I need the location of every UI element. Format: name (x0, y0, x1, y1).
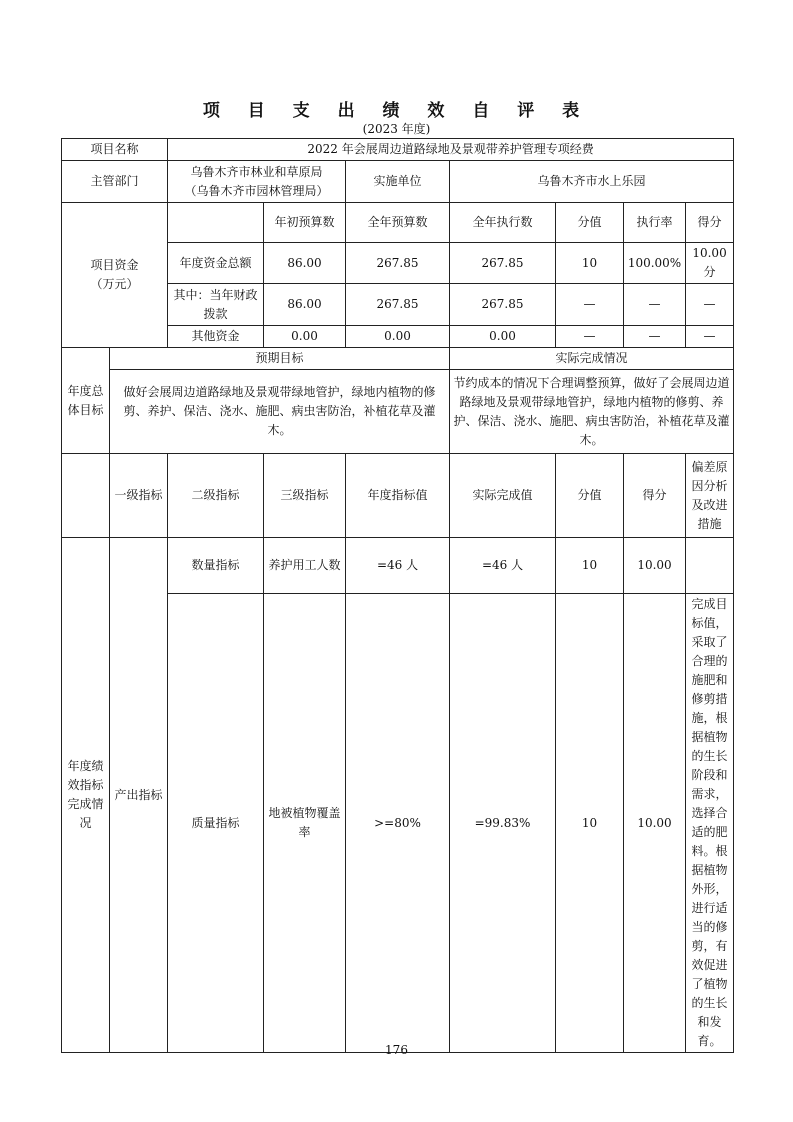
funds-cell: — (556, 326, 624, 348)
funds-label-line-2: （万元） (90, 277, 139, 291)
indicators-header-row (62, 454, 734, 538)
funds-cell: — (624, 326, 686, 348)
funds-header-cell: 分值 (556, 203, 624, 243)
department-label: 主管部门 (62, 161, 168, 203)
department-row (62, 161, 734, 203)
funds-header-cell: 全年预算数 (346, 203, 450, 243)
indicator-level2: 质量指标 (168, 594, 264, 1053)
funds-cell: 267.85 (346, 284, 450, 326)
indicator-header-cell: 实际完成值 (450, 454, 556, 538)
funds-cell: — (624, 284, 686, 326)
planned-goal-header: 预期目标 (110, 348, 450, 370)
actual-goal-text: 节约成本的情况下合理调整预算，做好了会展周边道路绿地及景观带绿地管护，绿地内植物的修剪、养护、保洁、浇水、施肥、病虫害防治，补植花草及灌木。 (450, 370, 734, 454)
goals-header-row (62, 348, 734, 370)
funds-cell: 100.00% (624, 243, 686, 284)
funds-cell: — (556, 284, 624, 326)
page-number: 176 (385, 1043, 408, 1057)
indicator-header-cell: 二级指标 (168, 454, 264, 538)
indicator-actual: =46 人 (450, 538, 556, 594)
department-value-line-1: 乌鲁木齐市林业和草原局 (190, 164, 323, 179)
actual-goal-header: 实际完成情况 (450, 348, 734, 370)
indicator-header-cell: 得分 (624, 454, 686, 538)
funds-row-label: 其中：当年财政拨款 (168, 284, 264, 326)
page-title: 项 目 支 出 绩 效 自 评 表 (202, 101, 591, 121)
department-value-line-2: （乌鲁木齐市园林管理局） (184, 183, 329, 198)
indicator-score: 10.00 (624, 594, 686, 1053)
project-name-row (62, 139, 734, 161)
indicator-header-cell: 年度指标值 (346, 454, 450, 538)
page-subtitle: (2023 年度) (362, 122, 431, 136)
funds-cell: 86.00 (264, 284, 346, 326)
indicator-level3: 养护用工人数 (264, 538, 346, 594)
funds-cell: 10 (556, 243, 624, 284)
funds-label-line-1: 项目资金 (90, 258, 139, 272)
funds-cell: 0.00 (346, 326, 450, 348)
implementer-value: 乌鲁木齐市水上乐园 (450, 161, 734, 203)
funds-header-cell: 得分 (686, 203, 734, 243)
funds-cell: — (686, 326, 734, 348)
funds-cell: 10.00 分 (686, 243, 734, 284)
funds-header-cell: 年初预算数 (264, 203, 346, 243)
indicators-section-label: 年度绩效指标完成情况 (62, 538, 110, 1053)
planned-goal-text: 做好会展周边道路绿地及景观带绿地管护，绿地内植物的修剪、养护、保洁、浇水、施肥、病虫害防治，补植花草及灌木。 (110, 370, 450, 454)
indicator-row-quantity (62, 538, 734, 594)
indicator-level3: 地被植物覆盖率 (264, 594, 346, 1053)
funds-label (62, 203, 168, 348)
funds-header-blank (168, 203, 264, 243)
indicator-score-value: 10 (556, 594, 624, 1053)
department-value (168, 161, 346, 203)
indicator-reason: 完成目标值，采取了合理的施肥和修剪措施，根据植物的生长阶段和需求，选择合适的肥料。根据植物外形，进行适当的修剪，有效促进了植物的生长和发育。 (686, 594, 734, 1053)
funds-header-cell: 执行率 (624, 203, 686, 243)
indicator-score: 10.00 (624, 538, 686, 594)
project-name-value: 2022 年会展周边道路绿地及景观带养护管理专项经费 (168, 139, 734, 161)
funds-cell: 86.00 (264, 243, 346, 284)
goals-label: 年度总体目标 (62, 348, 110, 454)
funds-cell: 0.00 (264, 326, 346, 348)
indicator-target: =46 人 (346, 538, 450, 594)
funds-header-row (62, 203, 734, 243)
indicators-header-blank (62, 454, 110, 538)
funds-row-label: 年度资金总额 (168, 243, 264, 284)
funds-header-cell: 全年执行数 (450, 203, 556, 243)
indicator-level2: 数量指标 (168, 538, 264, 594)
indicator-header-cell: 三级指标 (264, 454, 346, 538)
indicator-score-value: 10 (556, 538, 624, 594)
indicator-header-cell: 分值 (556, 454, 624, 538)
indicator-level1: 产出指标 (110, 538, 168, 1053)
project-name-label: 项目名称 (62, 139, 168, 161)
funds-row-label: 其他资金 (168, 326, 264, 348)
indicator-actual: =99.83% (450, 594, 556, 1053)
indicator-header-cell: 偏差原因分析及改进措施 (686, 454, 734, 538)
goals-content-row (62, 370, 734, 454)
indicator-header-cell: 一级指标 (110, 454, 168, 538)
funds-cell: 267.85 (450, 243, 556, 284)
funds-cell: 267.85 (346, 243, 450, 284)
indicator-target: >=80% (346, 594, 450, 1053)
indicator-reason (686, 538, 734, 594)
performance-table (61, 138, 734, 1053)
funds-cell: — (686, 284, 734, 326)
funds-cell: 267.85 (450, 284, 556, 326)
implementer-label: 实施单位 (346, 161, 450, 203)
funds-cell: 0.00 (450, 326, 556, 348)
